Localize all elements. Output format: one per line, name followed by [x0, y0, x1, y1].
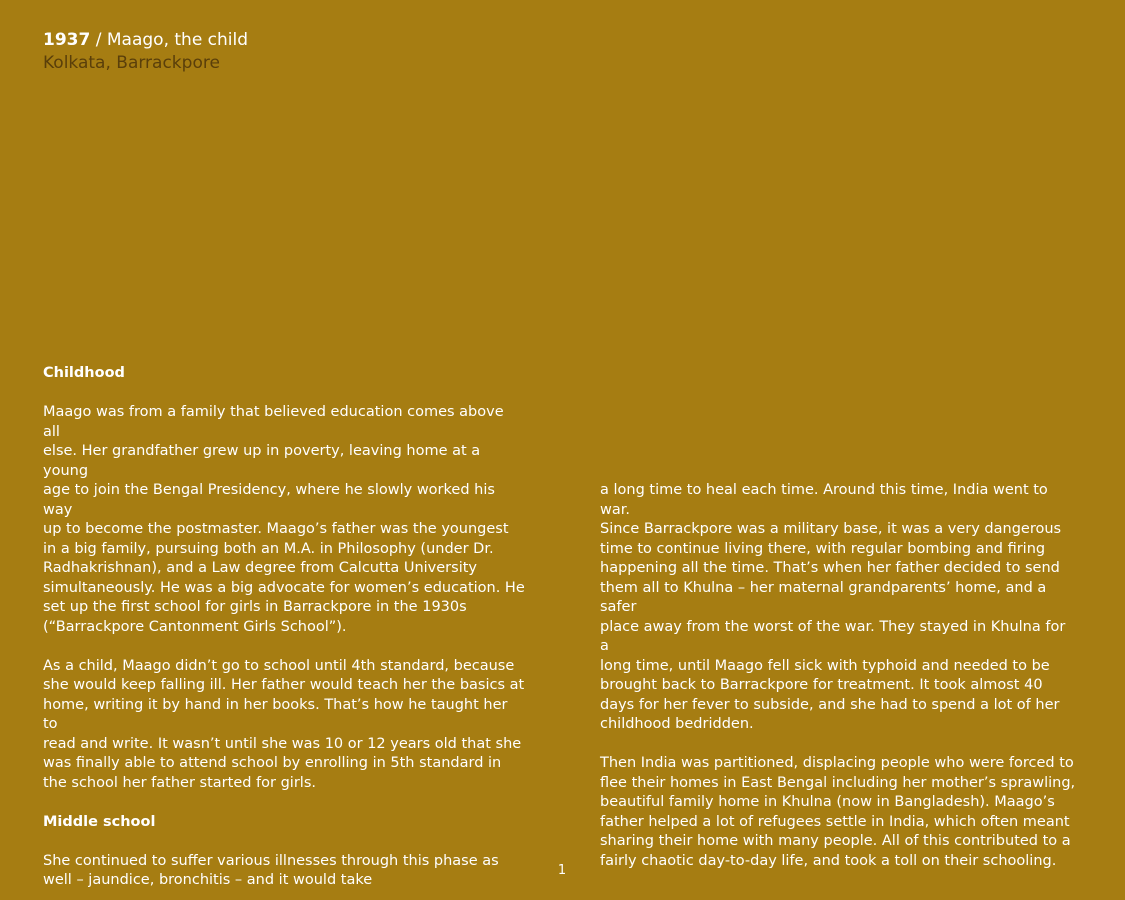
- paragraph-early-schooling: As a child, Maago didn’t go to school until 4th standard, because she would keep falling ill. Her father would teach her the basics at home, writing it by hand in her books. That’s how he taught her to read and write. It wasn’t until she was 10 or 12 years old that she was finally able to attend school by enrolling in 5th standard in the school her father started for girls.: [43, 657, 525, 791]
- left-text-column: [43, 364, 525, 891]
- section-heading-childhood: Childhood: [43, 365, 125, 381]
- paragraph-illnesses: She continued to suffer various illnesses through this phase as well – jaundice, bronchitis – and it would take: [43, 852, 499, 888]
- paragraph-family-education: Maago was from a family that believed education comes above all else. Her grandfather grew up in poverty, leaving home at a young age to join the Bengal Presidency, where he slowly worked his way up to become the postmaster. Maago’s father was the youngest in a big family, pursuing both an M.A. in Philosophy (under Dr. Radhakrishnan), and a Law degree from Calcutta University simultaneously. He was a big advocate for women’s education. He set up the first school for girls in Barrackpore in the 1930s (“Barrackpore Cantonment Girls School”).: [43, 404, 525, 635]
- title-separator: /: [90, 30, 107, 50]
- chapter-year: 1937: [43, 30, 91, 50]
- section-heading-middle-school: Middle school: [43, 813, 156, 830]
- chapter-title: [43, 29, 463, 52]
- page-header: [43, 29, 463, 75]
- paragraph-war-and-khulna: a long time to heal each time. Around this time, India went to war. Since Barrackpore was a military base, it was a very dangerous time to continue living there, with regular bombing and firing happening all the time. That’s when her father decided to send them all to Khulna – her maternal grandparents’ home, and a safer place away from the worst of the war. They stayed in Khulna for a long time, until Maago fell sick with typhoid and needed to be brought back to Barrackpore for treatment. It took almost 40 days for her fever to subside, and she had to spend a lot of her childhood bedridden.: [600, 482, 1066, 732]
- chapter-location: Kolkata, Barrackpore: [43, 53, 220, 73]
- right-text-column: [600, 481, 1078, 871]
- paragraph-partition: Then India was partitioned, displacing people who were forced to flee their homes in East Bengal including her mother’s sprawling, beautiful family home in Khulna (now in Bangladesh). Maago’s father helped a lot of refugees settle in India, which often meant sharing their home with many people. All of this contributed to a fairly chaotic day-to-day life, and took a toll on their schooling.: [600, 755, 1076, 869]
- chapter-name: Maago, the child: [106, 30, 249, 50]
- page-number: 1: [557, 863, 567, 878]
